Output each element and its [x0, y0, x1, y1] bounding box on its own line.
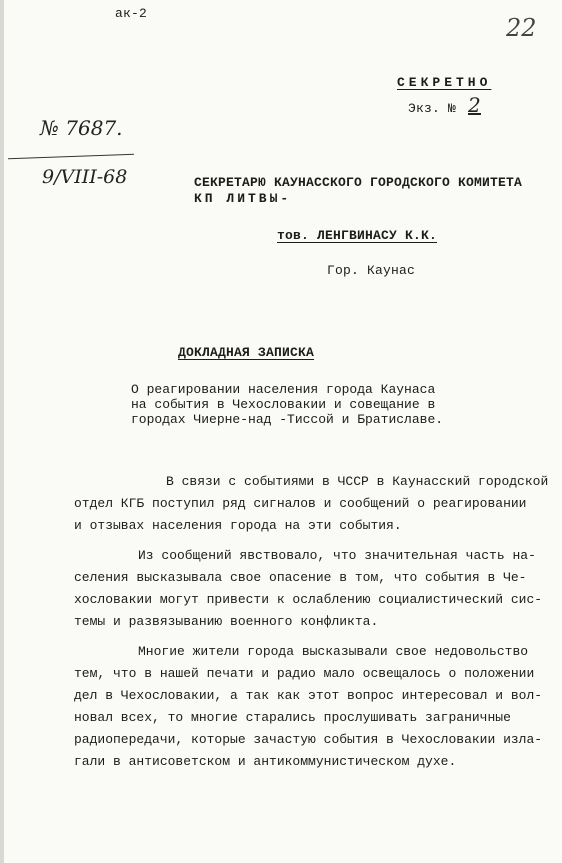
archive-mark: ак-2: [115, 6, 148, 21]
paragraph-line: гали в антисоветском и антикоммунистическом духе.: [74, 754, 457, 769]
paragraph-2: [74, 545, 542, 633]
registration-number: № 7687.: [40, 116, 123, 140]
addressee-name: тов. ЛЕНГВИНАСУ К.К.: [277, 228, 438, 243]
paragraph-line: дел в Чехословакии, а так как этот вопрос интересовал и вол-: [74, 688, 543, 703]
paragraph-line: хословакии могут привести к ослаблению социалистический сис-: [74, 592, 543, 607]
document-title: ДОКЛАДНАЯ ЗАПИСКА: [178, 345, 315, 360]
paragraph-3: [74, 641, 542, 773]
addressee-city: Гор. Каунас: [327, 263, 416, 278]
paragraph-line: новал всех, то многие старались прослушивать заграничные: [74, 710, 511, 725]
addressee-line-1: СЕКРЕТАРЮ КАУНАССКОГО ГОРОДСКОГО КОМИТЕТА: [194, 175, 523, 190]
paragraph-line: тем, что в нашей печати и радио мало освещалось о положении: [74, 666, 535, 681]
page-edge: [0, 0, 4, 863]
registration-date: 9/VIII-68: [42, 166, 128, 188]
paragraph-line: В связи с событиями в ЧССР в Каунасский городской: [166, 474, 549, 489]
paragraph-line: Из сообщений явствовало, что значительная часть на-: [138, 548, 536, 563]
handwritten-page-number: 22: [506, 14, 537, 42]
paragraph-line: темы и развязыванию военного конфликта.: [74, 614, 379, 629]
addressee-line-2: КП ЛИТВЫ-: [194, 191, 292, 206]
paragraph-line: радиопередачи, которые зачастую события в Чехословакии изла-: [74, 732, 543, 747]
subject-line: городах Чиерне-над -Тиссой и Братиславе.: [131, 412, 444, 427]
paragraph-line: Многие жители города высказывали свое недовольство: [138, 644, 529, 659]
subject-line: на события в Чехословакии и совещание в: [131, 397, 436, 412]
classification-stamp: СЕКРЕТНО: [397, 75, 492, 90]
paragraph-1: [74, 471, 548, 537]
paragraph-line: и отзывах населения города на эти события.: [74, 518, 402, 533]
handwritten-underline: [8, 154, 134, 159]
subject-line: О реагировании населения города Каунаса: [131, 382, 436, 397]
copy-label: Экз. №: [408, 101, 457, 116]
subject-block: [131, 382, 443, 427]
copy-line: [408, 93, 481, 117]
paragraph-line: отдел КГБ поступил ряд сигналов и сообщений о реагировании: [74, 496, 527, 511]
paragraph-line: селения высказывала свое опасение в том, что события в Че-: [74, 570, 527, 585]
copy-number: 2: [468, 93, 481, 117]
